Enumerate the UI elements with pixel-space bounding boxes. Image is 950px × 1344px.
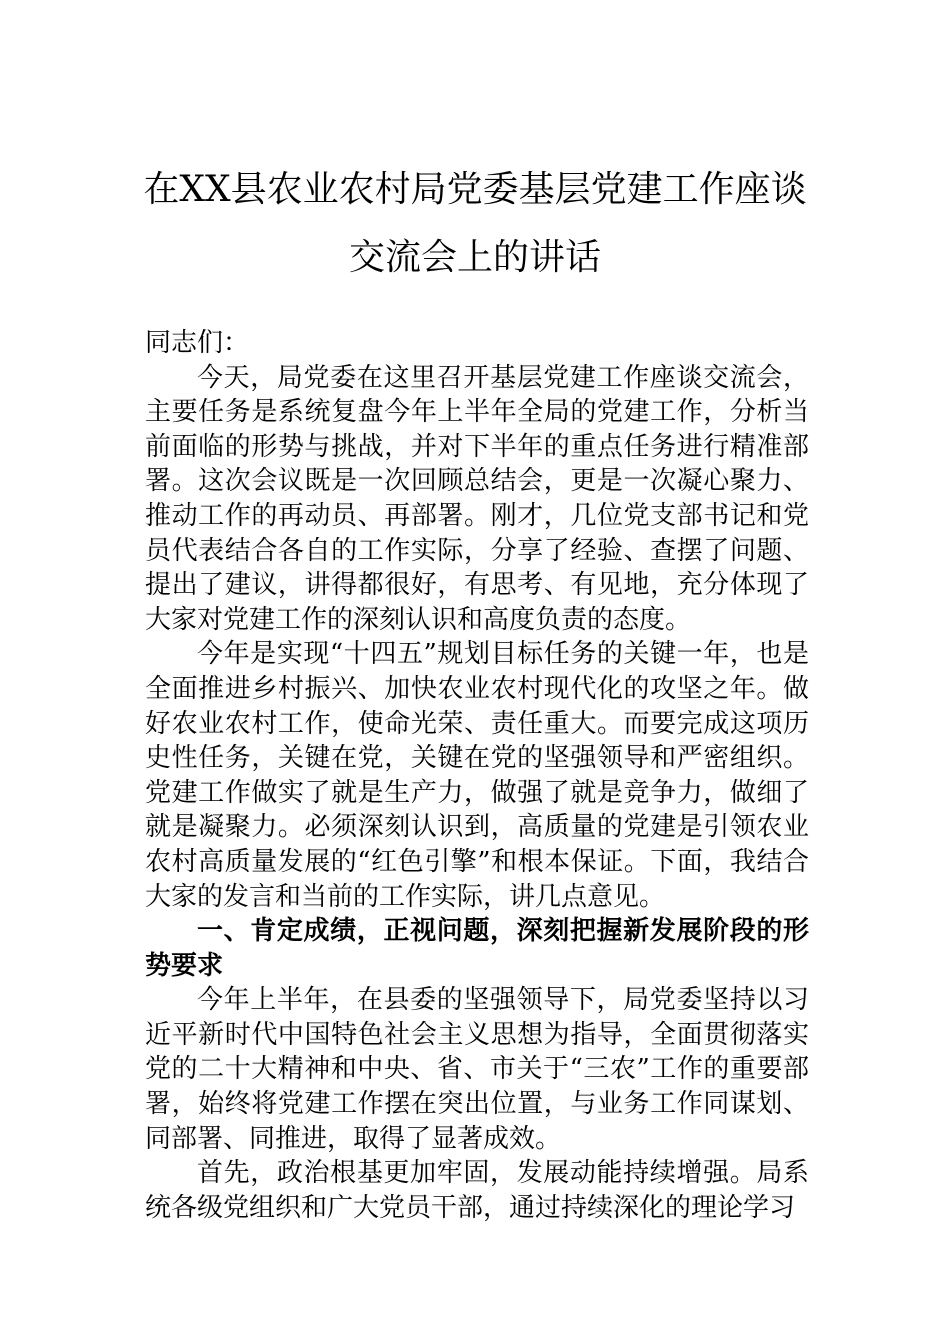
document-body xyxy=(145,326,809,1225)
paragraph-achievements: 今年上半年，在县委的坚强领导下，局党委坚持以习近平新时代中国特色社会主义思想为指导，全面贯彻落实党的二十大精神和中央、省、市关于“三农”工作的重要部署，始终将党建工作摆在突出位置，与业务工作同谋划、同部署、同推进，取得了显著成效。 xyxy=(145,985,809,1154)
paragraph-first-point: 首先，政治根基更加牢固，发展动能持续增强。局系统各级党组织和广大党员干部，通过持续深化的理论学习 xyxy=(145,1158,809,1223)
paragraph-context: 今年是实现“十四五”规划目标任务的关键一年，也是全面推进乡村振兴、加快农业农村现代化的攻坚之年。做好农业农村工作，使命光荣、责任重大。而要完成这项历史性任务，关键在党，关键在党的坚强领导和严密组织。党建工作做实了就是生产力，做强了就是竞争力，做细了就是凝聚力。必须深刻认识到，高质量的党建是引领农业农村高质量发展的“红色引擎”和根本保证。下面，我结合大家的发言和当前的工作实际，讲几点意见。 xyxy=(145,639,809,912)
salutation: 同志们： xyxy=(145,328,250,358)
document-title-line-1: 在XX县农业农村局党委基层党建工作座谈 xyxy=(143,169,807,210)
paragraph-opening: 今天，局党委在这里召开基层党建工作座谈交流会，主要任务是系统复盘今年上半年全局的党建工作，分析当前面临的形势与挑战，并对下半年的重点任务进行精准部署。这次会议既是一次回顾总结会，更是一次凝心聚力、推动工作的再动员、再部署。刚才，几位党支部书记和党员代表结合各自的工作实际，分享了经验、查摆了问题、提出了建议，讲得都很好，有思考、有见地，充分体现了大家对党建工作的深刻认识和高度负责的态度。 xyxy=(145,362,809,635)
section-heading: 一、肯定成绩，正视问题，深刻把握新发展阶段的形势要求 xyxy=(145,916,809,981)
document-title-line-2: 交流会上的讲话 xyxy=(348,237,601,278)
